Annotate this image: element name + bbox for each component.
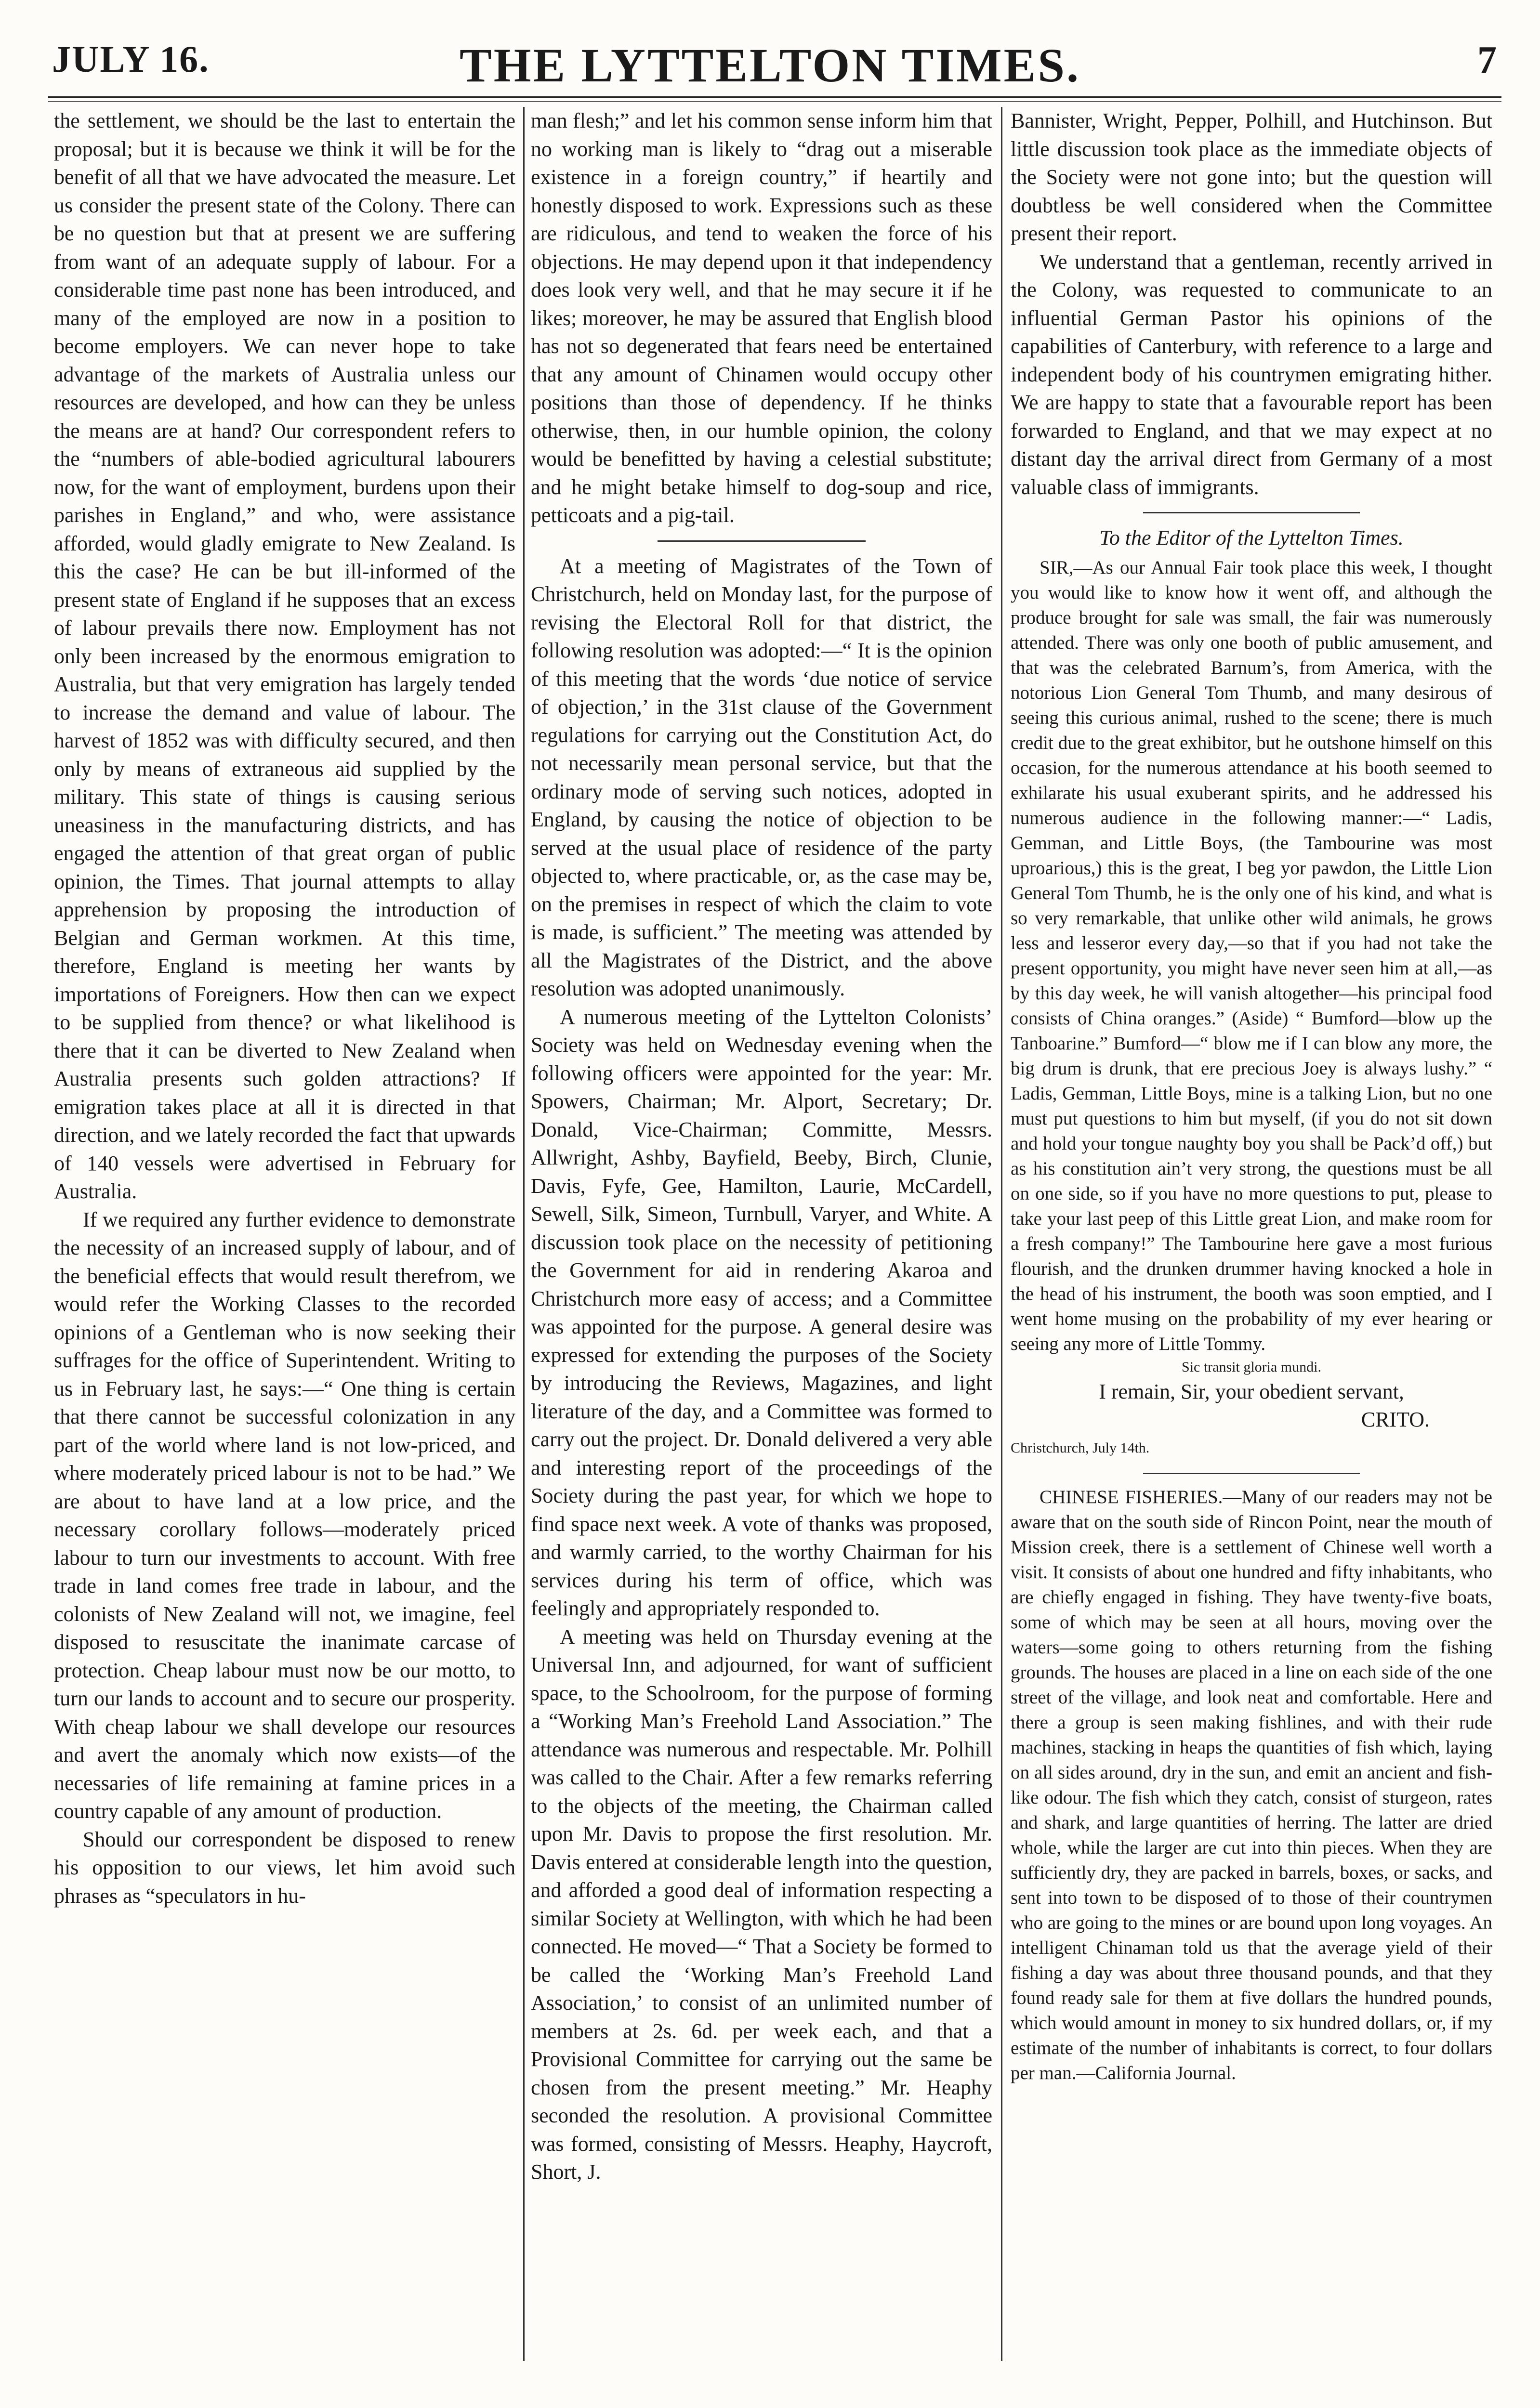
masthead-rule: [48, 96, 1501, 102]
magistrates-meeting-paragraph: At a meeting of Magistrates of the Town of Christchurch, held on Monday last, for the purpose of revising the Electoral Roll for that district, the following resolution was adopted:—“ It is the opinion of this meeting that the words ‘due notice of service of objection,’ in the 31st clause of the Government regulations for carrying out the Constitution Act, do not necessarily mean personal service, but that the ordinary mode of serving such notices, adopted in England, by causing the notice of objection to be served at the usual place of residence of the party objected to, where practicable, or, as the case may be, on the premises in respect of which the claim to vote is made, is sufficient.” The meeting was attended by all the Magistrates of the District, and the above resolution was adopted unanimously.: [531, 554, 992, 1000]
section-separator: [1143, 512, 1360, 513]
section-separator: [1143, 1473, 1360, 1474]
letter-body: SIR,—As our Annual Fair took place this week, I thought you would like to know how it went off, and although the produce brought for sale was small, the fair was numerously attended. There was only one booth of public amusement, and that was the celebrated Barnum’s, from America, with the notorious Lion General Tom Thumb, and many desirous of seeing this curious animal, rushed to the scene; there is much credit due to the great exhibitor, but he outshone himself on this occasion, for the numerous attendance at his booth seemed to exhilarate his usual exuberant spirits, and he addressed his numerous audience in the following manner:—“ Ladis, Gemman, and Little Boys, (the Tambourine was most uproarious,) this is the great, I beg yor pawdon, the Little Lion General Tom Thumb, he is the only one of his kind, and what is so very remarkable, that unlike other wild animals, he grows less and lesseror every day,—so that if you had not take the present opportunity, you might have never seen him at all,—as by this day week, he will vanish altogether—his principal food consists of China oranges.” (Aside) “ Bumford—blow up the Tanboarine.” Bumford—“ blow me if I can blow any more, the big drum is drunk, that ere precious Joey is always lushy.” “ Ladis, Gemman, Little Boys, mine is a talking Lion, but no one must put questions to him but myself, (if you do not sit down and hold your tongue naughty boy you shall be Pack’d off,) but as his constitution ain’t very strong, the questions must be all on one side, so if you have no more questions to put, please to take your last peep of this Little great Lion, and make room for a fresh company!” The Tambourine here gave a most furious flourish, and the drunken drummer having knocked a hole in the head of his instrument, the booth was soon emptied, and I went home musing on the probability of my ever hearing or seeing any more of Little Tommy.: [1011, 557, 1492, 1354]
chinese-fisheries-article: CHINESE FISHERIES.—Many of our readers may not be aware that on the south side of Rincon Point, near the mouth of Mission creek, there is a settlement of Chinese well worth a visit. It consists of about one hundred and fifty inhabitants, who are chiefly engaged in fishing. They have twenty-five boats, some of which may be seen at all hours, moving over the waters—some going to others returning from the fishing grounds. The houses are placed in a line on each side of the one street of the village, and look neat and comfortable. Here and there a group is seen making fishlines, and with their rude machines, stacking in heaps the quantities of fish which, laying on all sides around, dry in the sun, and emit an ancient and fish-like odour. The fish which they catch, consist of sturgeon, rates and shark, and large quantities of herring. The latter are dried whole, while the larger are cut into thin pieces. When they are sufficiently dry, they are packed in barrels, boxes, or sacks, and sent into town to be disposed of to those of their countrymen who are going to the mines or are bound upon long voyages. An intelligent Chinaman told us that the average yield of their fishing a day was about three thousand pounds, and that they found ready sale for them at five dollars the hundred pounds, which would amount in money to six hundred dollars, or, if my estimate of the number of inhabitants is correct, to four dollars per man.—California Journal.: [1011, 1487, 1492, 2083]
letter-motto: Sic transit gloria mundi.: [1182, 1359, 1321, 1375]
page-number: 7: [1477, 39, 1497, 81]
land-association-paragraph: A meeting was held on Thursday evening at the Universal Inn, and adjourned, for want of sufficient space, to the Schoolroom, for the purpose of forming a “Working Man’s Freehold Land Association.” The attendance was numerous and respectable. Mr. Polhill was called to the Chair. After a few remarks referring to the objects of the meeting, the Chairman called upon Mr. Davis to propose the first resolution. Mr. Davis entered at considerable length into the question, and afforded a good deal of information respecting a similar Society at Wellington, with which he had been connected. He moved—“ That a Society be formed to be called the ‘Working Man’s Freehold Land Association,’ to consist of an unlimited number of members at 2s. 6d. per week each, and that a Provisional Committee for carrying out the same be chosen from the present meeting.” Mr. Heaphy seconded the resolution. A provisional Committee was formed, consisting of Messrs. Heaphy, Haycroft, Short, J.: [531, 1624, 992, 2184]
article-paragraph: the settlement, we should be the last to entertain the proposal; but it is because we think it will be for the benefit of all that we have advocated the measure. Let us consider the present state of the Colony. There can be no question but that at present we are suffering from want of an adequate supply of labour. For a considerable time past none has been introduced, and many of the employed are now in a position to become employers. We can never hope to take advantage of the markets of Australia unless our resources are developed, and how can they be unless the means are at hand? Our correspondent refers to the “numbers of able-bodied agricultural labourers now, for the want of employment, burdens upon their parishes in England,” and who, were assistance afforded, would gladly emigrate to New Zealand. Is this the case? He can be but ill-informed of the present state of England if he supposes that an excess of labour prevails there now. Employment has not only been increased by the enormous emigration to Australia, but that very emigration has largely tended to increase the demand and value of labour. The harvest of 1852 was with difficulty secured, and then only by means of extraneous aid supplied by the military. This state of things is causing serious uneasiness in the manufacturing districts, and has engaged the attention of that great organ of public opinion, the Times. That journal attempts to allay apprehension by proposing the introduction of Belgian and German workmen. At this time, therefore, England is meeting her wants by importations of Foreigners. How then can we expect to be supplied from thence? or what likelihood is there that it can be diverted to New Zealand when Australia presents such golden attractions? If emigration takes place at all it is directed in that direction, and we lately recorded the fact that upwards of 140 vessels were advertised in February for Australia.: [54, 109, 515, 1203]
article-paragraph: If we required any further evidence to demonstrate the necessity of an increased supply of labour, and of the beneficial effects that would result therefrom, we would refer the Working Classes to the recorded opinions of a Gentleman who is now seeking their suffrages for the office of Superintendent. Writing to us in February last, he says:—“ One thing is certain that there cannot be successful colonization in any part of the world where land is not low-priced, and where moderately priced labour is not to be had.” We are about to have land at a low price, and the necessary corollary follows—moderately priced labour to turn our investments to account. With free trade in land comes free trade in labour, and the colonists of New Zealand will not, we imagine, feel disposed to resuscitate the inanimate carcase of protection. Cheap labour must now be our motto, to turn our lands to account and to secure our prosperity. With cheap labour we shall develope our resources and avert the anomaly which now exists—of the necessaries of life remaining at famine prices in a country capable of any amount of production.: [54, 1207, 515, 1823]
letter-signer: CRITO.: [1361, 1408, 1430, 1431]
issue-date: JULY 16.: [52, 38, 210, 80]
column-3: [1011, 107, 1492, 2370]
article-paragraph: Bannister, Wright, Pepper, Polhill, and Hutchinson. But little discussion took place as the immediate objects of the Society were not gone into; but the question will doubtless be well considered when the Committee present their report.: [1011, 109, 1492, 245]
letter-heading: To the Editor of the Lyttelton Times.: [1099, 526, 1404, 550]
letter-signoff: I remain, Sir, your obedient servant,: [1099, 1379, 1404, 1403]
column-2: [531, 107, 992, 2370]
masthead: [0, 0, 1540, 96]
column-divider: [523, 107, 525, 2361]
letter-dateline: Christchurch, July 14th.: [1011, 1440, 1150, 1456]
newspaper-title: THE LYTTELTON TIMES.: [460, 39, 1080, 92]
column-divider: [1001, 107, 1002, 2361]
german-immigrants-paragraph: We understand that a gentleman, recently arrived in the Colony, was requested to communicate to an influential German Pastor his opinions of the capabilities of Canterbury, with reference to a large and independent body of his countrymen emigrating hither. We are happy to state that a favourable report has been forwarded to England, and that we may expect at no distant day the arrival direct from Germany of a most valuable class of immigrants.: [1011, 249, 1492, 499]
column-1: [54, 107, 515, 2370]
section-separator: [658, 540, 865, 542]
article-paragraph: man flesh;” and let his common sense inform him that no working man is likely to “drag out a miserable existence in a foreign country,” if heartily and honestly disposed to work. Expressions such as these are ridiculous, and tend to weaken the force of his objections. He may depend upon it that independency does look very well, and that he may secure it if he likes; moreover, he may be assured that English blood has not so degenerated that fears need be entertained that any amount of Chinamen would occupy other positions than those of dependency. If he thinks otherwise, then, in our humble opinion, the colony would be benefitted by having a celestial substitute; and he might betake himself to dog-soup and rice, petticoats and a pig-tail.: [531, 109, 992, 527]
colonists-society-paragraph: A numerous meeting of the Lyttelton Colonists’ Society was held on Wednesday evening when the following officers were appointed for the year: Mr. Spowers, Chairman; Mr. Alport, Secretary; Dr. Donald, Vice-Chairman; Committe, Messrs. Allwright, Ashby, Bayfield, Beeby, Birch, Clunie, Davis, Fyfe, Gee, Hamilton, Laurie, McCardell, Sewell, Silk, Simeon, Turnbull, Varyer, and White. A discussion took place on the necessity of petitioning the Government for aid in rendering Akaroa and Christchurch more easy of access; and a Committee was appointed for the purpose. A general desire was expressed for extending the purposes of the Society by introducing the Reviews, Magazines, and light literature of the day, and a Committee was formed to carry out the project. Dr. Donald delivered a very able and interesting report of the proceedings of the Society during the past year, for which we hope to find space next week. A vote of thanks was proposed, and warmly carried, to the worthy Chairman for his services during his term of office, which was feelingly and appropriately responded to.: [531, 1005, 992, 1620]
article-paragraph: Should our correspondent be disposed to renew his opposition to our views, let him avoid such phrases as “speculators in hu-: [54, 1827, 515, 1908]
